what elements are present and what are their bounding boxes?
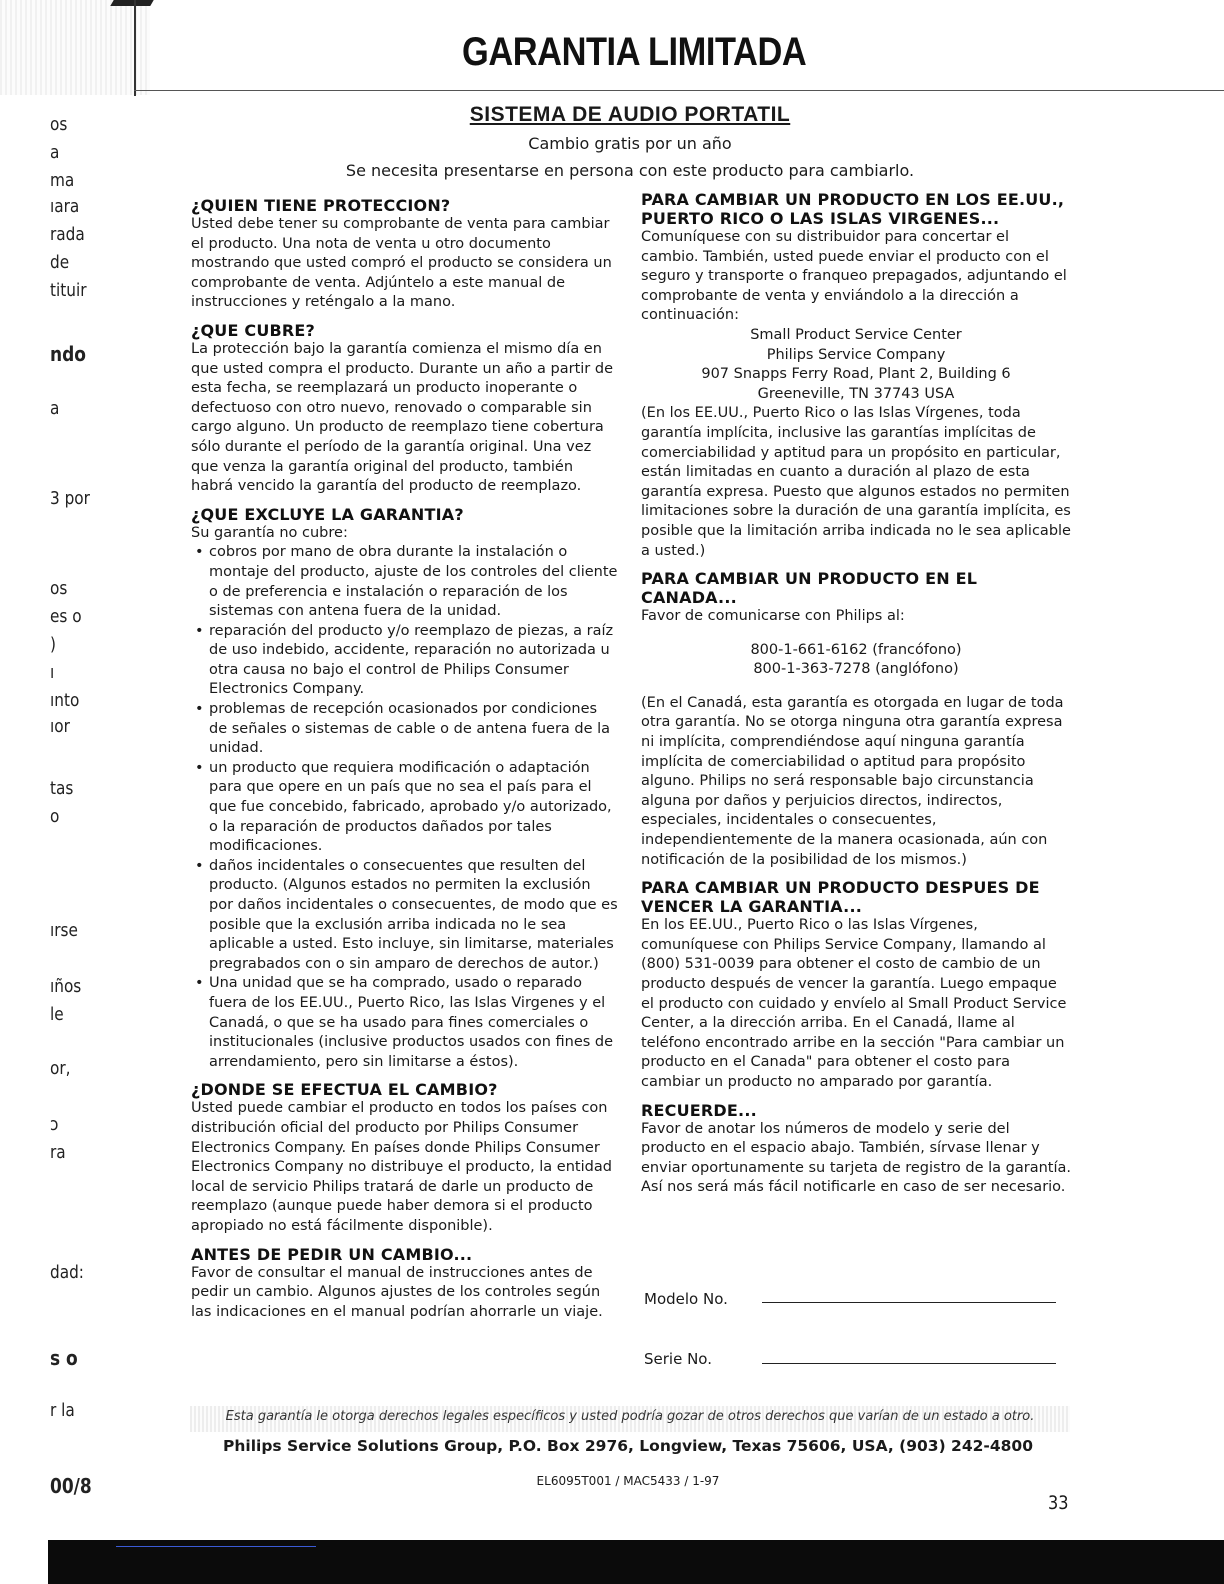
margin-fragment: ı [50,662,55,683]
warranty-term: Cambio gratis por un año [528,134,732,153]
list-item: • daños incidentales o consecuentes que resulten del producto. (Algunos estados no permiten la exclusión por daños incidentales o consecuentes, de modo que es posible que la exclusión arriba indicada no le sea aplicable a usted. Esto incluye, sin limitarse, materiales pregrabados con o sin amparo de derechos de autor.) [209,857,619,975]
binding-edge-line [134,0,136,96]
scan-artifact-line [116,1546,316,1547]
section-donde [191,1080,619,1236]
margin-fragment: ırse [50,920,78,941]
address-line: Philips Service Company [766,346,946,363]
section-heading: ¿QUE CUBRE? [191,320,316,340]
serial-number-field[interactable] [762,1363,1056,1364]
scan-mark [110,0,153,6]
margin-fragment: o [50,806,60,827]
section-heading: PARA CAMBIAR UN PRODUCTO EN EL CANADA... [641,569,978,608]
section-note: (En los EE.UU., Puerto Rico o las Islas Vírgenes, toda garantía implícita, inclusive las garantías implícitas de comerciabilidad y aptitud para un propósito en particular, están limitadas en cuanto a duración al plazo de esta garantía expresa. Puesto que algunos estados no permiten limitaciones sobre la duración de una garantía implícita, es posible que la limitación arriba indicada no le sea aplicable a usted.) [641,405,1071,559]
margin-fragment: ıara [50,196,80,217]
right-column [641,190,1071,1206]
section-canada [641,569,1071,870]
margin-fragment: os [50,578,68,599]
model-number-field[interactable] [762,1302,1056,1303]
margin-fragment: rada [50,224,85,245]
section-heading: PARA CAMBIAR UN PRODUCTO DESPUES DE VENCER LA GARANTIA... [641,878,1040,917]
margin-fragment: s o [50,1346,78,1370]
margin-fragment: a [50,398,60,419]
section-despues [641,878,1071,1092]
legal-rights-note: Esta garantía le otorga derechos legales específicos y usted podría gozar de otros derechos que varían de un estado a otro. [225,1409,1035,1424]
section-text: Usted debe tener su comprobante de venta para cambiar el producto. Una nota de venta u otro documento mostrando que usted compró el producto se considera un comprobante de venta. Adjúntelo a este manual de instrucciones y reténgalo a la mano. [191,216,612,311]
in-person-note: Se necesita presentarse en persona con este producto para cambiarlo. [345,161,915,180]
section-excluye [191,505,619,1073]
list-item: • reparación del producto y/o reemplazo de piezas, a raíz de uso indebido, accidente, reparación no autorizada u otra causa no bajo el control de Philips Consumer Electronics Company. [209,622,619,700]
phone-french: 800-1-661-6162 (francófono) [750,641,962,658]
scan-smudge [0,0,150,95]
section-heading: ¿DONDE SE EFECTUA EL CAMBIO? [191,1080,498,1100]
margin-fragment: ma [50,170,75,191]
serial-number-label: Serie No. [644,1350,712,1368]
section-text: En los EE.UU., Puerto Rico o las Islas Vírgenes, comuníquese con Philips Service Company, llamando al (800) 531-0039 para obtener el costo de cambio de un producto después de vencer la garantía. Luego empaque el producto con cuidado y envíelo al Small Product Service Center, a la dirección arriba. En el Canadá, llame al teléfono encontrado arribe en la sección "Para cambiar un producto en el Canada" para obtener el costo para cambiar un producto no amparado por garantía. [641,917,1067,1090]
left-column [191,196,619,1330]
margin-fragment: ınto [50,690,80,711]
margin-fragment: de [50,252,70,273]
section-eeuu [641,190,1071,561]
margin-fragment: os [50,114,68,135]
phone-numbers [641,641,1071,680]
address-line: Greeneville, TN 37743 USA [757,385,955,402]
margin-fragment: tituir [50,280,87,301]
list-item: • Una unidad que se ha comprado, usado o reparado fuera de los EE.UU., Puerto Rico, las Islas Virgenes y el Canadá, o que se ha usado para fines comerciales o institucionales (inclusive productos usados con fines de arrendamiento, pero sin limitarse a éstos). [209,974,619,1072]
margin-fragment: tas [50,778,74,799]
model-number-label: Modelo No. [644,1290,728,1308]
section-recuerde [641,1101,1071,1198]
document-code: EL6095T001 / MAC5433 / 1-97 [536,1474,720,1488]
margin-fragment: dad: [50,1262,84,1283]
section-text: Favor de consultar el manual de instrucciones antes de pedir un cambio. Algunos ajustes de los controles según las indicaciones en el manual podrían ahorrarle un viaje. [191,1264,603,1320]
section-cubre [191,321,619,497]
section-note: (En el Canadá, esta garantía es otorgada en lugar de toda otra garantía. No se otorga ninguna otra garantía expresa ni implícita, comprendiéndose aquí ninguna garantía implícita de comerciabilidad o aptitud para propósito alguno. Philips no será responsable bajo circunstancia alguna por daños y perjuicios directos, indirectos, especiales, incidentales o consecuentes, independientemente de la manera ocasionada, aún con notificación de la posibilidad de los mismos.) [641,694,1064,868]
list-item: • un producto que requiera modificación o adaptación para que opere en un país que no sea el país para el que fue concebido, fabricado, aprobado y/o autorizado, o la reparación de productos dañados por tales modificaciones. [209,759,619,857]
section-text: Usted puede cambiar el producto en todos los países con distribución oficial del producto por Philips Consumer Electronics Company. En países donde Philips Consumer Electronics Company no distribuye el producto, la entidad local de servicio Philips tratará de darle un producto de reemplazo (aunque puede haber demora si el producto apropiado no está fácilmente disponible). [191,1100,612,1234]
section-text: Favor de comunicarse con Philips al: [641,608,905,625]
page-number: 33 [1048,1492,1069,1514]
product-subtitle: SISTEMA DE AUDIO PORTATIL [469,103,791,126]
margin-fragment: es o [50,606,82,627]
margin-fragment: ra [50,1142,66,1163]
margin-fragment: 00/8 [50,1474,92,1498]
section-text: La protección bajo la garantía comienza el mismo día en que usted compra el producto. Durante un año a partir de esta fecha, se reemplazará un producto inoperante o defectuoso con otro nuevo, renovado o comparable sin cargo alguno. Un producto de reemplazo tiene cobertura sólo durante el período de la garantía original. Una vez que venza la garantía original del producto, también habrá vencido la garantía del producto de reemplazo. [191,340,613,495]
section-intro: Su garantía no cubre: [191,524,348,541]
margin-fragment: le [50,1004,64,1025]
exclusion-list [191,543,619,1072]
phone-english: 800-1-363-7278 (anglófono) [753,661,959,678]
section-text: Comuníquese con su distribuidor para concertar el cambio. También, usted puede enviar el producto con el seguro y transporte o franqueo prepagados, adjuntando el comprobante de venta y enviándolo a la dirección a continuación: [641,229,1067,324]
margin-fragment: a [50,142,60,163]
list-item: • cobros por mano de obra durante la instalación o montaje del producto, ajuste de los controles del cliente o de preferencia e instalación o reparación de los sistemas con antena fuera de la unidad. [209,543,619,621]
margin-fragment: ıor [50,716,70,737]
section-quien [191,196,619,313]
margin-fragment: or, [50,1058,71,1079]
section-heading: ¿QUE EXCLUYE LA GARANTIA? [191,504,464,524]
address-line: Small Product Service Center [750,326,962,343]
section-text: Favor de anotar los números de modelo y serie del producto en el espacio abajo. También, sírvase llenar y enviar oportunamente su tarjeta de registro de la garantía. Así nos será más fácil notificarle en caso de ser necesario. [641,1120,1071,1196]
margin-fragment: ɔ [50,1114,59,1135]
margin-fragment: ) [50,634,56,655]
address-line: 907 Snapps Ferry Road, Plant 2, Building 6 [701,366,1011,383]
scan-bottom-border [48,1540,1224,1584]
margin-fragment: ıños [50,976,82,997]
margin-fragment: 3 por [50,488,90,509]
company-address: Philips Service Solutions Group, P.O. Box 2976, Longview, Texas 75606, USA, (903) 242-4800 [223,1437,1033,1455]
page-title: GARANTIA LIMITADA [462,30,807,74]
section-heading: ¿QUIEN TIENE PROTECCION? [191,196,451,215]
section-heading: ANTES DE PEDIR UN CAMBIO... [191,1244,473,1264]
margin-fragment: ndo [50,342,86,366]
header-rule [134,90,1224,91]
section-antes [191,1245,619,1323]
margin-fragment: r la [50,1400,75,1421]
section-heading: RECUERDE... [641,1100,757,1120]
list-item: • problemas de recepción ocasionados por condiciones de señales o sistemas de cable o de antena fuera de la unidad. [209,700,619,759]
section-heading: PARA CAMBIAR UN PRODUCTO EN LOS EE.UU., PUERTO RICO O LAS ISLAS VIRGENES... [641,190,1065,228]
